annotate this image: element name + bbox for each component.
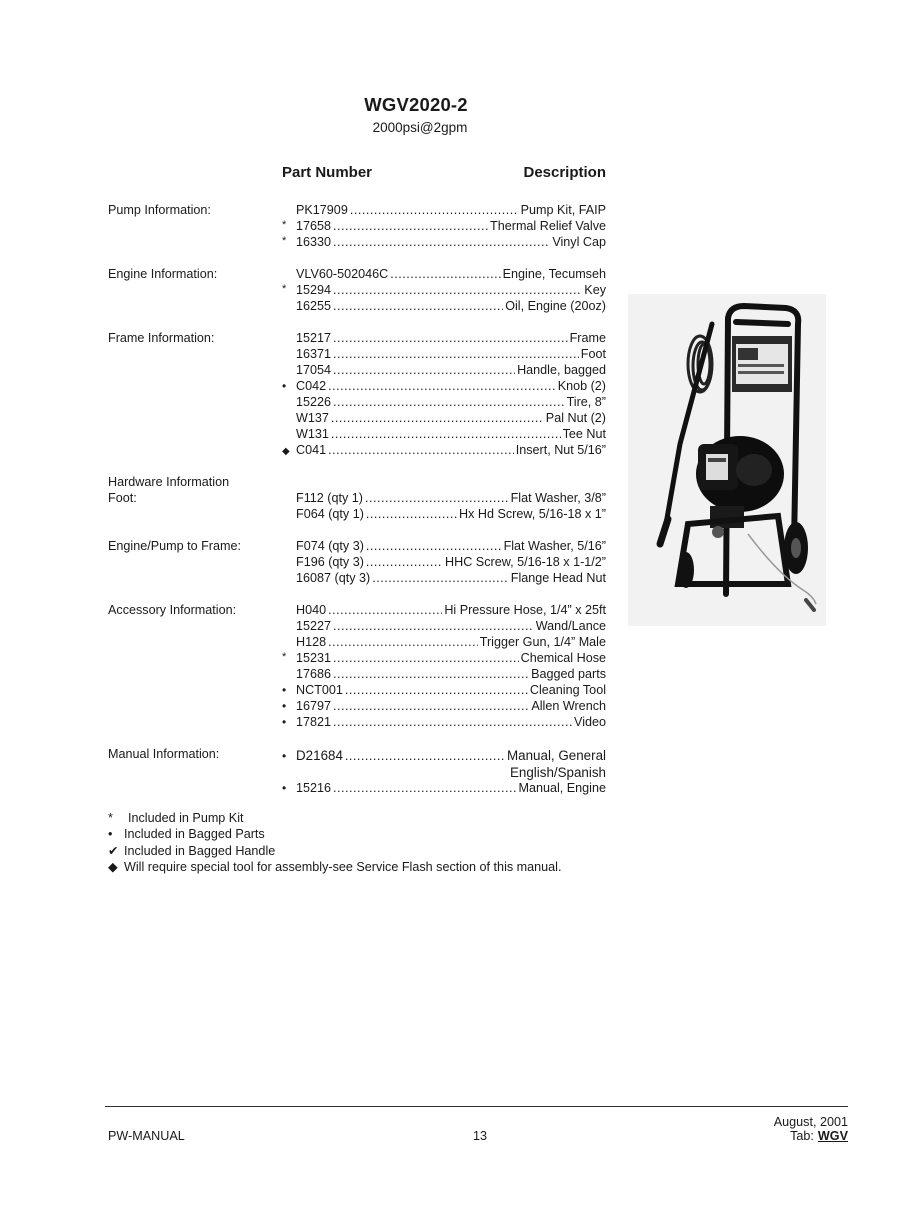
- part-description-line2: English/Spanish: [509, 765, 606, 780]
- part-description: Flange Head Nut: [510, 571, 606, 585]
- part-row: [282, 283, 606, 299]
- part-number: H040: [296, 603, 327, 617]
- dot-leader: [333, 363, 515, 377]
- dot-leader: [345, 683, 528, 697]
- part-description: Insert, Nut 5/16”: [515, 443, 606, 457]
- part-description: Manual, General: [507, 748, 606, 763]
- dot-leader: [333, 331, 568, 345]
- part-description: Knob (2): [557, 379, 606, 393]
- part-number: W131: [296, 427, 329, 441]
- part-number: 16087 (qty 3): [296, 571, 371, 585]
- part-row: [282, 203, 606, 219]
- special-tool-marker: ◆: [282, 446, 290, 457]
- part-description: Thermal Relief Valve: [490, 219, 606, 233]
- dot-leader: [366, 539, 502, 553]
- bagged-parts-marker: •: [282, 683, 287, 697]
- part-description: Trigger Gun, 1/4” Male: [479, 635, 606, 649]
- dot-leader: [333, 699, 529, 713]
- part-row: [282, 555, 606, 571]
- legend-text: Included in Bagged Handle: [124, 844, 276, 858]
- part-number: 17686: [296, 667, 332, 681]
- part-description: Flat Washer, 3/8”: [510, 491, 606, 505]
- footer-tab: [790, 1129, 848, 1143]
- part-row: [282, 331, 606, 347]
- section-label: Frame Information:: [108, 331, 215, 345]
- part-description: Pal Nut (2): [545, 411, 606, 425]
- part-row: [282, 651, 606, 667]
- part-number: F112 (qty 1): [296, 491, 363, 505]
- part-description: Vinyl Cap: [552, 235, 606, 249]
- dot-leader: [328, 443, 514, 457]
- bagged-parts-marker: •: [282, 379, 287, 393]
- part-description: Foot: [580, 347, 606, 361]
- part-description: HHC Screw, 5/16-18 x 1-1/2”: [445, 555, 606, 569]
- part-row: [282, 267, 606, 283]
- dot-leader: [345, 749, 505, 763]
- part-number: 17821: [296, 715, 332, 729]
- dot-leader: [366, 507, 457, 521]
- legend-text: Will require special tool for assembly-see Service Flash section of this manual.: [124, 860, 562, 874]
- part-description: Handle, bagged: [517, 363, 606, 377]
- part-row: [282, 667, 606, 683]
- bagged-parts-legend-item: [108, 827, 265, 841]
- dot-leader: [333, 619, 534, 633]
- part-row: [282, 491, 606, 507]
- footer-tab-label: Tab:: [790, 1129, 814, 1143]
- column-header-part-number: Part Number: [282, 164, 373, 181]
- part-number: 15217: [296, 331, 332, 345]
- part-description: Hx Hd Screw, 5/16-18 x 1”: [459, 507, 606, 521]
- legend-text: Included in Pump Kit: [128, 811, 244, 825]
- footer-date: August, 2001: [773, 1115, 848, 1129]
- legend-text: Included in Bagged Parts: [124, 827, 265, 841]
- part-description: Allen Wrench: [531, 699, 606, 713]
- part-description: Cleaning Tool: [529, 683, 606, 697]
- special-tool-legend-item: [108, 859, 561, 874]
- part-description: Flat Washer, 5/16”: [503, 539, 606, 553]
- section-sublabel: Foot:: [108, 491, 137, 505]
- column-header-description: Description: [523, 164, 606, 181]
- pump-kit-marker: *: [282, 283, 287, 295]
- part-row: [282, 507, 606, 523]
- part-number: 16371: [296, 347, 332, 361]
- section-label: Manual Information:: [108, 747, 220, 761]
- pump-kit-legend-item: [108, 811, 244, 825]
- part-description: Bagged parts: [531, 667, 606, 681]
- part-number: 16797: [296, 699, 332, 713]
- part-description: Manual, Engine: [518, 781, 606, 795]
- part-number: 15216: [296, 781, 332, 795]
- part-number: 15226: [296, 395, 332, 409]
- part-number: D21684: [296, 748, 343, 763]
- part-row: [282, 219, 606, 235]
- dot-leader: [333, 219, 488, 233]
- legend-symbol-icon: ◆: [108, 860, 118, 874]
- section-label: Pump Information:: [108, 203, 211, 217]
- section-label: Engine/Pump to Frame:: [108, 539, 241, 553]
- dot-leader: [328, 635, 478, 649]
- dot-leader: [333, 299, 503, 313]
- dot-leader: [333, 235, 550, 249]
- part-description: Oil, Engine (20oz): [505, 299, 606, 313]
- part-description: Chemical Hose: [520, 651, 606, 665]
- part-row: [282, 715, 606, 731]
- part-row: [282, 619, 606, 635]
- part-number: F074 (qty 3): [296, 539, 364, 553]
- dot-leader: [331, 427, 561, 441]
- part-row: [282, 571, 606, 587]
- pump-kit-marker: *: [282, 235, 287, 247]
- legend-symbol-icon: •: [108, 827, 113, 841]
- part-description: Wand/Lance: [535, 619, 606, 633]
- part-number: C042: [296, 379, 327, 393]
- dot-leader: [390, 267, 500, 281]
- dot-leader: [372, 571, 509, 585]
- part-row: [282, 635, 606, 651]
- section-label: Engine Information:: [108, 267, 218, 281]
- part-row: [282, 603, 606, 619]
- dot-leader: [350, 203, 519, 217]
- part-row: [282, 379, 606, 395]
- bagged-parts-marker: •: [282, 699, 287, 713]
- dot-leader: [366, 555, 443, 569]
- dot-leader: [333, 781, 516, 795]
- product-title: WGV2020-2: [364, 94, 468, 115]
- part-row: [282, 781, 606, 797]
- pressure-washer-photo: [628, 294, 826, 626]
- part-row: [282, 683, 606, 699]
- dot-leader: [333, 667, 529, 681]
- dot-leader: [333, 283, 582, 297]
- part-number: 16255: [296, 299, 332, 313]
- legend-symbol-icon: *: [108, 811, 113, 825]
- part-number: 16330: [296, 235, 332, 249]
- footer-tab-value: WGV: [817, 1129, 848, 1143]
- footer-divider: [105, 1106, 848, 1107]
- part-number: 15294: [296, 283, 332, 297]
- part-number: PK17909: [296, 203, 348, 217]
- part-number: NCT001: [296, 683, 343, 697]
- part-number: 17658: [296, 219, 332, 233]
- part-description: Hi Pressure Hose, 1/4” x 25ft: [444, 603, 606, 617]
- dot-leader: [333, 651, 519, 665]
- dot-leader: [328, 603, 442, 617]
- part-number: 15227: [296, 619, 332, 633]
- bagged-parts-marker: •: [282, 749, 287, 763]
- pump-kit-marker: *: [282, 219, 287, 231]
- part-number: VLV60-502046C: [296, 267, 389, 281]
- part-row: [282, 747, 606, 783]
- dot-leader: [331, 411, 544, 425]
- pump-kit-marker: *: [282, 651, 287, 663]
- part-description: Tire, 8”: [566, 395, 606, 409]
- part-number: F064 (qty 1): [296, 507, 364, 521]
- part-description: Frame: [569, 331, 606, 345]
- part-number: F196 (qty 3): [296, 555, 364, 569]
- legend-symbol-icon: ✔: [108, 844, 119, 858]
- footer-manual-name: PW-MANUAL: [108, 1129, 185, 1143]
- section-label: Hardware Information: [108, 475, 230, 489]
- product-subtitle: 2000psi@2gpm: [372, 120, 468, 135]
- part-number: H128: [296, 635, 327, 649]
- part-number: W137: [296, 411, 329, 425]
- part-row: [282, 411, 606, 427]
- bagged-handle-legend-item: [108, 843, 275, 858]
- part-row: [282, 299, 606, 315]
- dot-leader: [333, 347, 579, 361]
- part-row: [282, 235, 606, 251]
- part-row: [282, 363, 606, 379]
- part-description: Video: [574, 715, 606, 729]
- dot-leader: [365, 491, 509, 505]
- bagged-parts-marker: •: [282, 781, 287, 795]
- part-description: Pump Kit, FAIP: [520, 203, 606, 217]
- part-number: C041: [296, 443, 327, 457]
- part-row: [282, 539, 606, 555]
- part-number: 15231: [296, 651, 332, 665]
- part-row: [282, 347, 606, 363]
- dot-leader: [333, 395, 565, 409]
- bagged-parts-marker: •: [282, 715, 287, 729]
- part-description: Key: [584, 283, 606, 297]
- part-row: [282, 427, 606, 443]
- part-description: Engine, Tecumseh: [502, 267, 606, 281]
- section-label: Accessory Information:: [108, 603, 237, 617]
- part-row: [282, 395, 606, 411]
- dot-leader: [333, 715, 572, 729]
- part-number: 17054: [296, 363, 332, 377]
- page-number: 13: [473, 1129, 488, 1143]
- part-description: Tee Nut: [562, 427, 606, 441]
- part-row: [282, 443, 606, 459]
- part-row: [282, 699, 606, 715]
- dot-leader: [328, 379, 556, 393]
